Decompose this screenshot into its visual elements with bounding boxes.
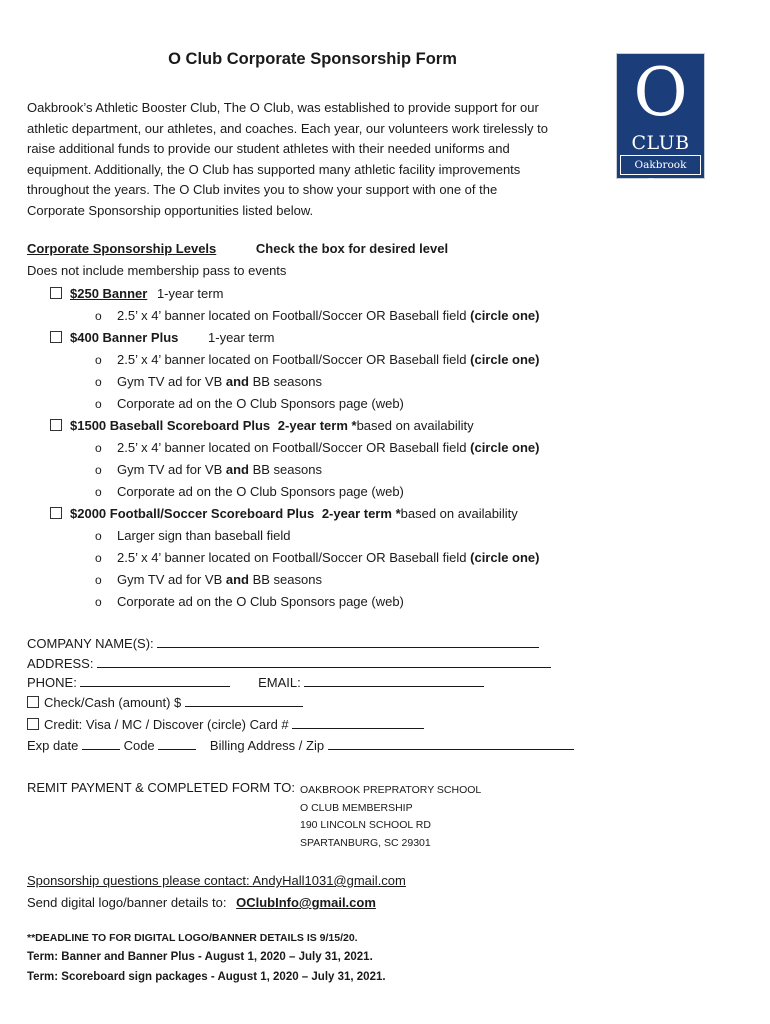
level-2000-term: 2-year term <box>321 506 392 521</box>
level-1500-term: 2-year term <box>277 418 348 433</box>
phone-email-row <box>27 674 484 690</box>
send-details-email-link[interactable]: OClubInfo@gmail.com <box>236 895 376 910</box>
credit-label: Credit: Visa / MC / Discover (circle) Card # <box>44 717 289 732</box>
level-400-row <box>50 330 274 345</box>
company-name-field[interactable] <box>157 635 539 648</box>
level-1500-checkbox[interactable] <box>50 419 62 431</box>
list-item: o Gym TV ad for VB and BB seasons <box>95 374 322 389</box>
list-item: o Gym TV ad for VB and BB seasons <box>95 462 322 477</box>
credit-row <box>27 716 424 732</box>
company-name-label: COMPANY NAME(S): <box>27 636 154 651</box>
level-2000-checkbox[interactable] <box>50 507 62 519</box>
logo-letter: O <box>633 54 688 131</box>
level-1500-availability: based on availability <box>356 418 474 433</box>
list-item: o Corporate ad on the O Club Sponsors page (web) <box>95 396 404 411</box>
card-number-field[interactable] <box>292 716 424 729</box>
email-label: EMAIL: <box>258 675 301 690</box>
level-400-term: 1-year term <box>208 330 275 345</box>
intro-line: equipment. Additionally, the O Club has supported many athletic facility improvements <box>27 161 521 177</box>
list-item: o Gym TV ad for VB and BB seasons <box>95 572 322 587</box>
list-item: o Corporate ad on the O Club Sponsors page (web) <box>95 594 404 609</box>
email-field[interactable] <box>304 674 484 687</box>
list-item: o 2.5’ x 4’ banner located on Football/Soccer OR Baseball field (circle one) <box>95 550 540 565</box>
check-cash-row <box>27 694 303 710</box>
level-2000-row: $2000 Football/Soccer Scoreboard Plus 2-year term *based on availability <box>50 506 518 521</box>
check-cash-amount-field[interactable] <box>185 694 303 707</box>
level-2000-name: $2000 Football/Soccer Scoreboard Plus <box>70 506 315 521</box>
check-cash-label: Check/Cash (amount) $ <box>44 695 182 710</box>
deadline-note: **DEADLINE TO FOR DIGITAL LOGO/BANNER DETAILS IS 9/15/20. <box>27 932 358 944</box>
intro-line: throughout the years. The O Club invites you to show your support with one of the <box>27 182 498 197</box>
code-field[interactable] <box>158 737 196 750</box>
send-details-label: Send digital logo/banner details to: <box>27 895 227 910</box>
check-header: Check the box for desired level <box>255 241 449 256</box>
level-250-checkbox[interactable] <box>50 287 62 299</box>
exp-date-field[interactable] <box>82 737 120 750</box>
address-row <box>27 655 551 671</box>
send-details-row <box>27 895 376 910</box>
level-400-name: $400 Banner Plus <box>70 330 179 345</box>
intro-line: raise additional funds to provide our student athletes with their needed uniforms and <box>27 141 510 156</box>
phone-field[interactable] <box>80 674 230 687</box>
billing-field[interactable] <box>328 737 574 750</box>
exp-date-label: Exp date <box>27 738 79 753</box>
phone-label: PHONE: <box>27 675 77 690</box>
membership-note: Does not include membership pass to events <box>27 263 287 278</box>
level-1500-row: $1500 Baseball Scoreboard Plus 2-year term *based on availability <box>50 418 474 433</box>
level-2000-availability: based on availability <box>400 506 518 521</box>
remit-address: OAKBROOK PREPRATORY SCHOOL O CLUB MEMBERSHIP 190 LINCOLN SCHOOL RD SPARTANBURG, SC 29301 <box>300 784 482 849</box>
list-item: o Larger sign than baseball field <box>95 528 291 543</box>
address-label: ADDRESS: <box>27 656 94 671</box>
list-item: o 2.5’ x 4’ banner located on Football/Soccer OR Baseball field (circle one) <box>95 440 540 455</box>
levels-header-row <box>27 241 448 256</box>
o-club-logo <box>616 53 705 189</box>
level-400-checkbox[interactable] <box>50 331 62 343</box>
intro-line: Oakbrook’s Athletic Booster Club, The O Club, was established to provide support for our <box>27 100 539 115</box>
logo-club-text: CLUB <box>631 132 690 154</box>
billing-label: Billing Address / Zip <box>209 738 325 753</box>
term-scoreboard-note: Term: Scoreboard sign packages - August 1, 2020 – July 31, 2021. <box>27 971 386 983</box>
list-item: o Corporate ad on the O Club Sponsors page (web) <box>95 484 404 499</box>
exp-row <box>27 737 574 753</box>
credit-checkbox[interactable] <box>27 718 39 730</box>
remit-label: REMIT PAYMENT & COMPLETED FORM TO: <box>27 780 295 795</box>
intro-paragraph <box>27 98 597 221</box>
company-name-row <box>27 635 539 651</box>
code-label: Code <box>123 738 155 753</box>
level-250-name: $250 Banner <box>70 286 148 301</box>
questions-contact-link[interactable]: Sponsorship questions please contact: AndyHall1031@gmail.com <box>27 873 406 888</box>
list-item: o 2.5’ x 4’ banner located on Football/Soccer OR Baseball field (circle one) <box>95 308 540 323</box>
level-250-row <box>50 286 223 301</box>
list-item: o 2.5’ x 4’ banner located on Football/Soccer OR Baseball field (circle one) <box>95 352 540 367</box>
intro-line: Corporate Sponsorship opportunities listed below. <box>27 202 314 218</box>
address-field[interactable] <box>97 655 551 668</box>
check-cash-checkbox[interactable] <box>27 696 39 708</box>
level-1500-name: $1500 Baseball Scoreboard Plus <box>70 418 271 433</box>
term-banner-note: Term: Banner and Banner Plus - August 1, 2020 – July 31, 2021. <box>27 951 373 963</box>
intro-line: athletic department, our athletes, and coaches. Each year, our volunteers work tirelessly to <box>27 120 548 136</box>
page-title: O Club Corporate Sponsorship Form <box>168 50 457 68</box>
level-250-term: 1-year term <box>156 286 224 301</box>
logo-school-name: Oakbrook Prep <box>620 155 701 175</box>
levels-header: Corporate Sponsorship Levels <box>27 241 217 256</box>
